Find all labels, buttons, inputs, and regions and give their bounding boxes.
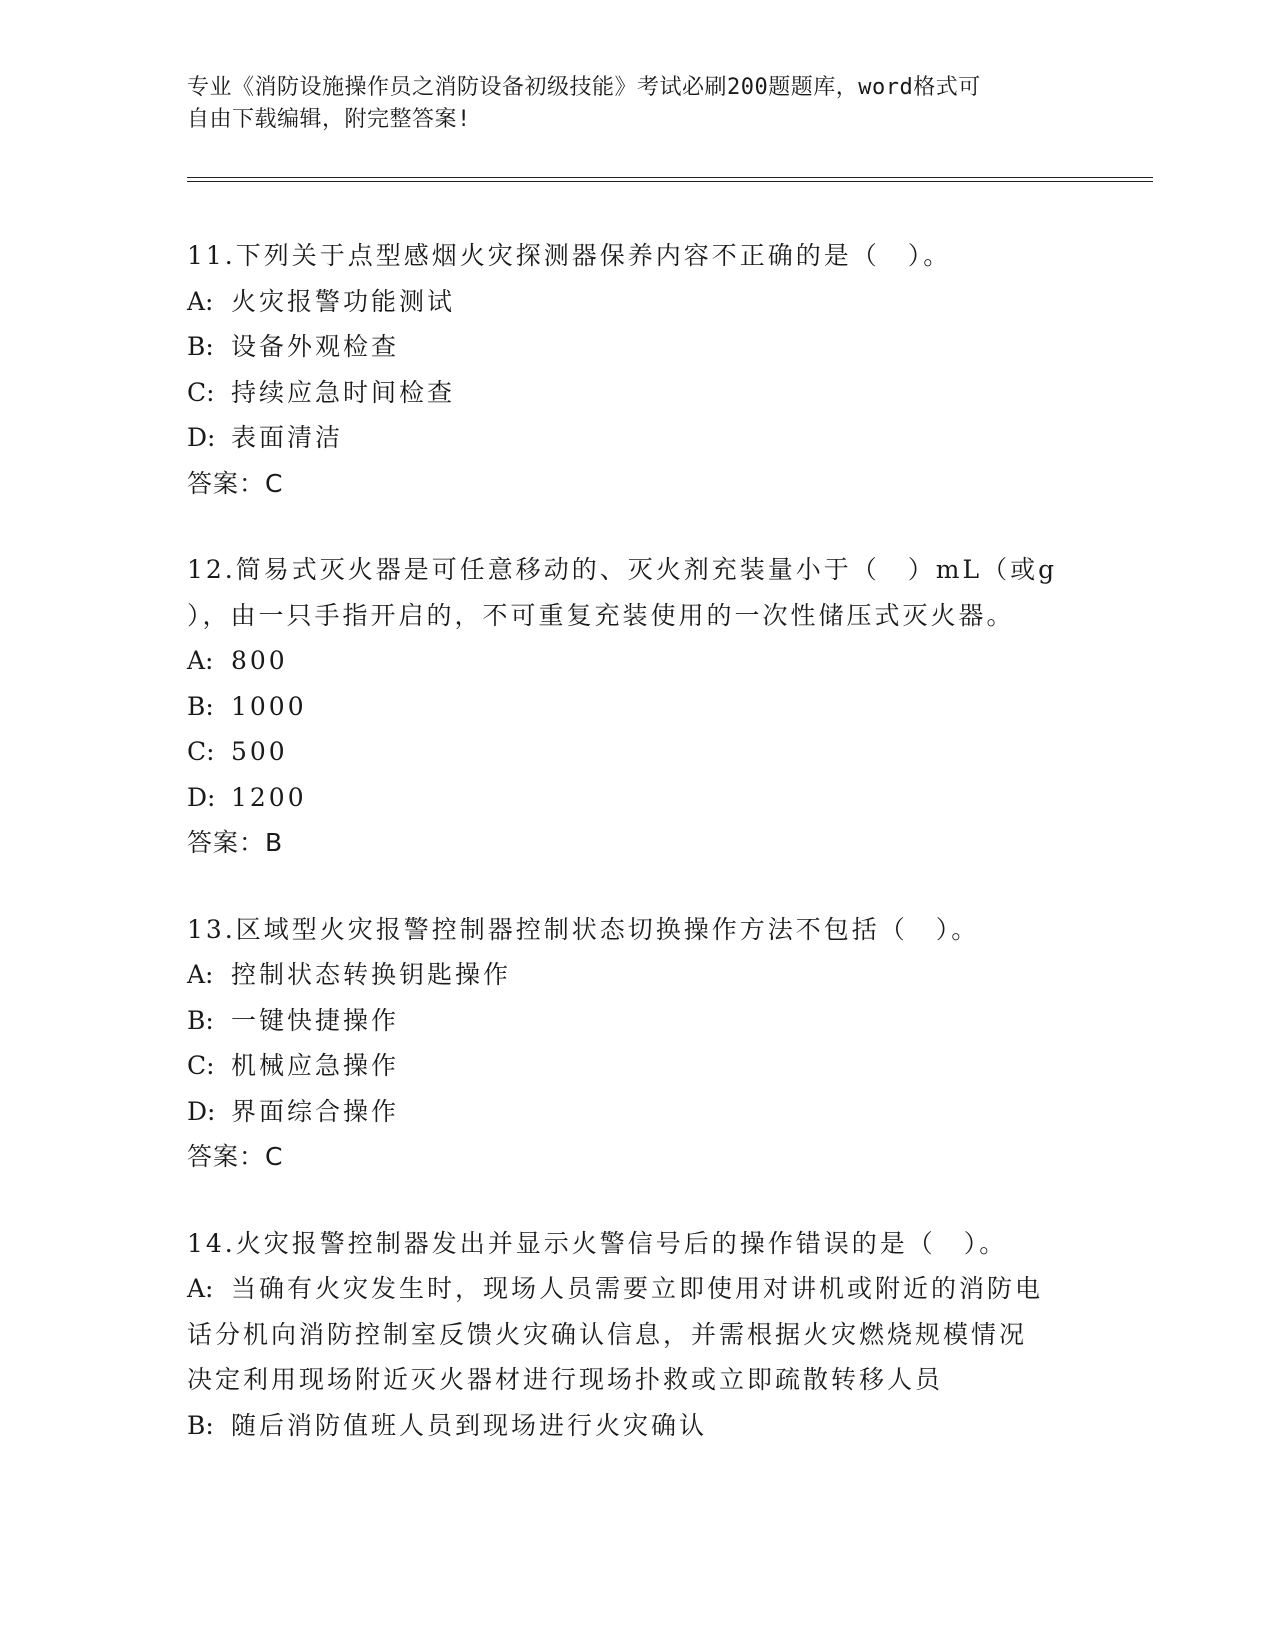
- option-letter: B:: [187, 1410, 214, 1440]
- question-block: [187, 907, 1087, 1180]
- question-block: [187, 547, 1087, 866]
- option-line: [187, 952, 1087, 998]
- option-text: 800: [231, 646, 288, 675]
- option-line: [187, 1403, 1087, 1449]
- question-list: [187, 233, 1087, 1489]
- option-letter: D:: [187, 423, 216, 452]
- option-text: 1000: [231, 691, 307, 721]
- option-letter: C:: [187, 737, 215, 766]
- option-line: [187, 684, 1087, 730]
- option-letter: C:: [187, 1051, 215, 1080]
- option-line: [187, 415, 1087, 461]
- answer-text: 答案：B: [187, 828, 284, 857]
- option-letter: A:: [187, 1274, 214, 1303]
- option-line: [187, 1266, 1087, 1312]
- option-text: 1200: [231, 782, 307, 812]
- header-line-2: 自由下载编辑，附完整答案!: [187, 107, 471, 132]
- option-line: [187, 729, 1087, 775]
- option-text: 机械应急操作: [231, 1051, 400, 1080]
- question-text: 13.区域型火灾报警控制器控制状态切换操作方法不包括（ ）。: [187, 914, 980, 944]
- option-text: 话分机向消防控制室反馈火灾确认信息，并需根据火灾燃烧规模情况: [187, 1319, 1028, 1349]
- option-text: 决定利用现场附近灭火器材进行现场扑救或立即疏散转移人员: [187, 1365, 944, 1394]
- question-block: [187, 233, 1087, 506]
- question-block: [187, 1221, 1087, 1449]
- option-letter: B:: [187, 1005, 214, 1035]
- option-letter: B:: [187, 691, 214, 721]
- option-text: 随后消防值班人员到现场进行火灾确认: [231, 1410, 708, 1440]
- question-text: 12.简易式灭火器是可任意移动的、灭火剂充装量小于（ ）mL（或g: [187, 555, 1058, 584]
- header-divider-top: [187, 177, 1153, 178]
- option-text: 火灾报警功能测试: [231, 286, 456, 316]
- option-line: [187, 1357, 1087, 1403]
- header-line-1: 专业《消防设施操作员之消防设备初级技能》考试必刷200题题库，word格式可: [187, 75, 981, 100]
- option-line: [187, 279, 1087, 325]
- option-text: 持续应急时间检查: [231, 377, 456, 407]
- option-line: [187, 1089, 1087, 1135]
- option-letter: D:: [187, 782, 216, 812]
- option-letter: D:: [187, 1096, 216, 1126]
- option-letter: A:: [187, 960, 214, 989]
- option-line: [187, 1043, 1087, 1089]
- option-text: 界面综合操作: [231, 1096, 400, 1126]
- option-line: [187, 998, 1087, 1044]
- option-line: [187, 638, 1087, 684]
- option-line: [187, 324, 1087, 370]
- option-text: 一键快捷操作: [231, 1005, 400, 1035]
- document-header: [187, 72, 1067, 136]
- question-text: 14.火灾报警控制器发出并显示火警信号后的操作错误的是（ ）。: [187, 1228, 1008, 1258]
- option-text: 500: [231, 737, 288, 766]
- answer-text: 答案：C: [187, 1142, 284, 1171]
- option-line: [187, 775, 1087, 821]
- option-letter: B:: [187, 332, 214, 361]
- option-text: 控制状态转换钥匙操作: [231, 960, 512, 989]
- option-text: 当确有火灾发生时，现场人员需要立即使用对讲机或附近的消防电: [231, 1274, 1044, 1303]
- question-text: 11.下列关于点型感烟火灾探测器保养内容不正确的是（ ）。: [187, 241, 952, 270]
- header-divider-bottom: [187, 181, 1153, 182]
- question-text: ），由一只手指开启的，不可重复充装使用的一次性储压式灭火器。: [187, 600, 1015, 630]
- option-letter: C:: [187, 377, 215, 407]
- option-text: 设备外观检查: [231, 332, 400, 361]
- option-text: 表面清洁: [231, 423, 344, 452]
- option-letter: A:: [187, 646, 214, 675]
- option-line: [187, 1312, 1087, 1358]
- option-letter: A:: [187, 286, 214, 316]
- option-line: [187, 370, 1087, 416]
- answer-text: 答案：C: [187, 468, 284, 498]
